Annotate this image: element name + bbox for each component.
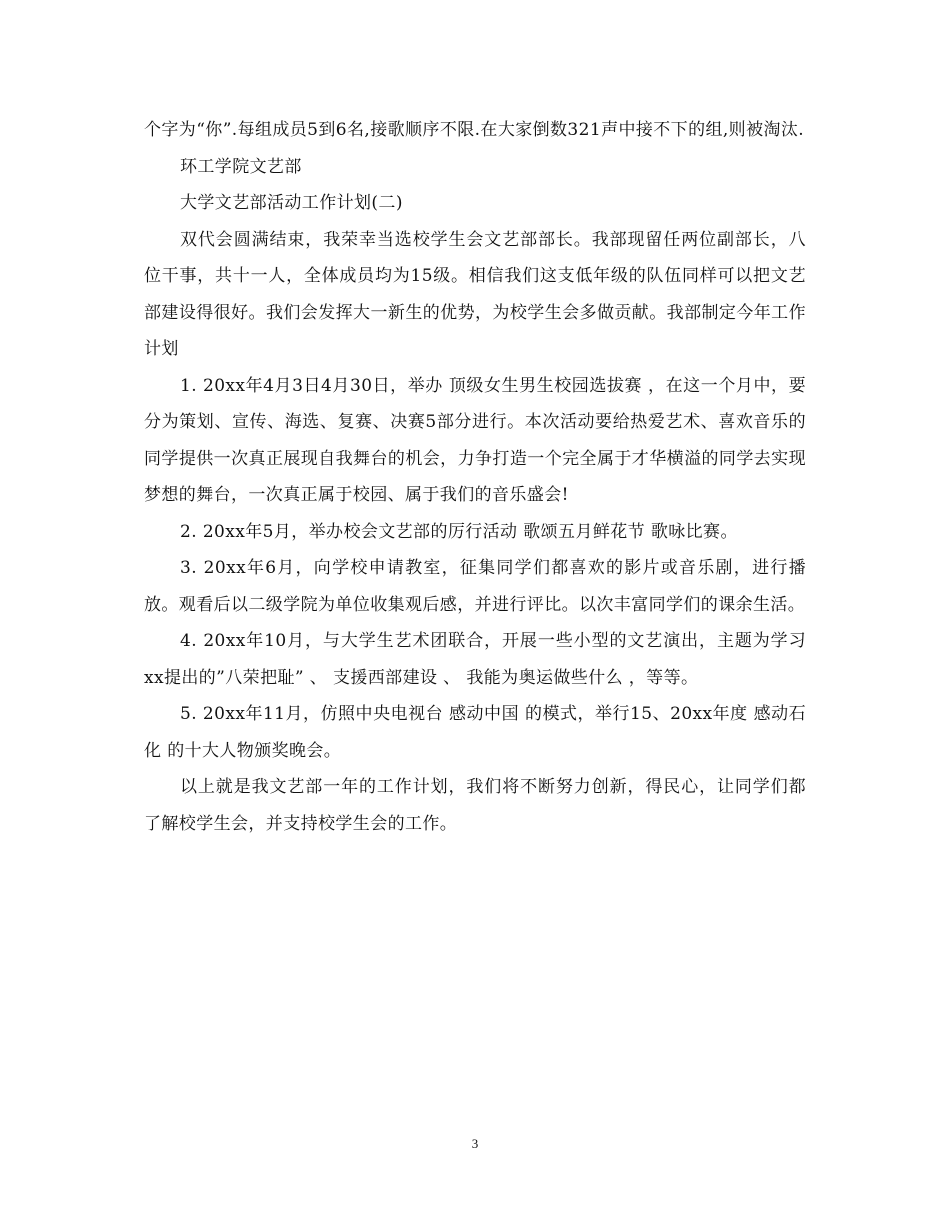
paragraph-intro: 双代会圆满结束，我荣幸当选校学生会文艺部部长。我部现留任两位副部长，八位干事，共十一人，全体成员均为15级。相信我们这支低年级的队伍同样可以把文艺部建设得很好。我们会发挥大一新生的优势，为校学生会多做贡献。我部制定今年工作计划 xyxy=(144,229,806,359)
plan-item-1: 1. 20xx年4月3日4月30日，举办 顶级女生男生校园选拔赛 ，在这一个月中，要分为策划、宣传、海选、复赛、决赛5部分进行。本次活动要给热爱艺术、喜欢音乐的同学提供一次真正展现自我舞台的机会，力争打造一个完全属于才华横溢的同学去实现梦想的舞台，一次真正属于校园、属于我们的音乐盛会! xyxy=(144,375,806,505)
paragraph-conclusion: 以上就是我文艺部一年的工作计划，我们将不断努力创新，得民心，让同学们都了解校学生会，并支持校学生会的工作。 xyxy=(144,777,806,834)
plan-item-4: 4. 20xx年10月，与大学生艺术团联合，开展一些小型的文艺演出，主题为学习xx提出的”八荣把耻” 、 支援西部建设 、 我能为奥运做些什么 ，等等。 xyxy=(144,631,806,688)
paragraph-continuation: 个字为“你”.每组成员5到6名,接歌顺序不限.在大家倒数321声中接不下的组,则被淘汰. xyxy=(144,120,805,140)
plan-item-5: 5. 20xx年11月，仿照中央电视台 感动中国 的模式，举行15、20xx年度 感动石化 的十大人物颁奖晚会。 xyxy=(144,704,806,761)
plan-item-3: 3. 20xx年6月，向学校申请教室，征集同学们都喜欢的影片或音乐剧，进行播放。观看后以二级学院为单位收集观后感，并进行评比。以次丰富同学们的课余生活。 xyxy=(144,558,806,615)
document-body xyxy=(144,112,806,842)
page-number: 3 xyxy=(471,1136,479,1151)
section-heading: 大学文艺部活动工作计划(二) xyxy=(180,193,403,213)
signature-department: 环工学院文艺部 xyxy=(180,156,302,177)
plan-item-2: 2. 20xx年5月，举办校会文艺部的厉行活动 歌颂五月鲜花节 歌咏比赛。 xyxy=(180,521,738,542)
